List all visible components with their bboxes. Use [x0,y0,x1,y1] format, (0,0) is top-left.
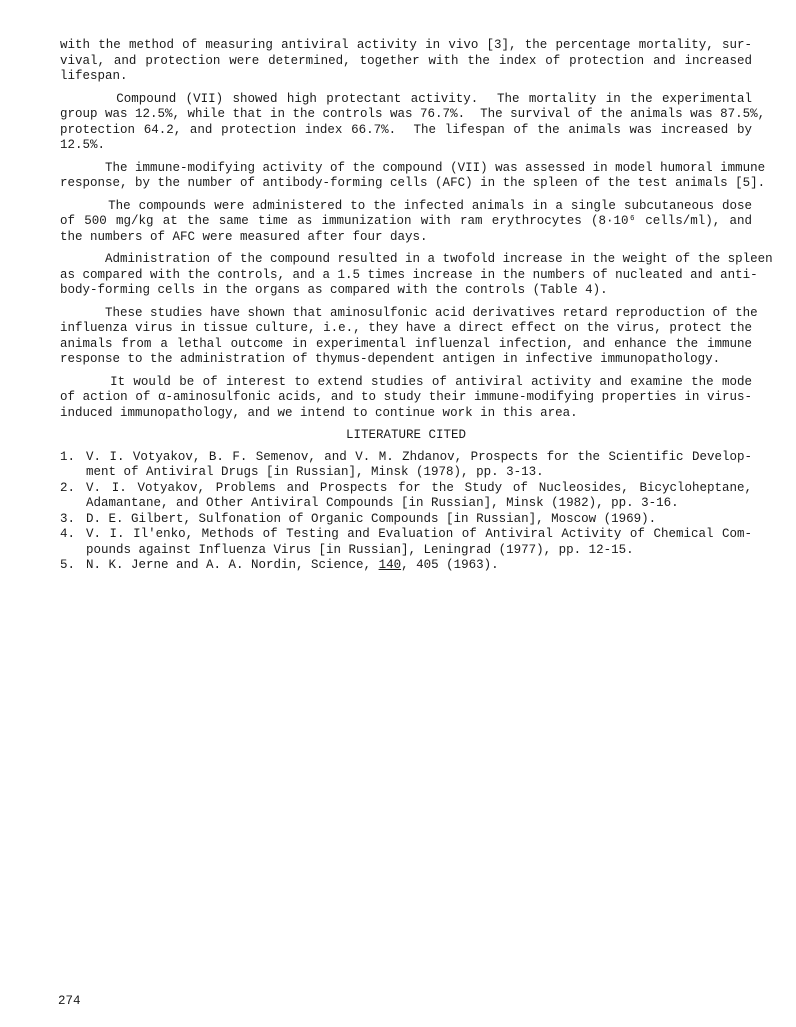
page-number: 274 [58,994,81,1008]
paragraph-4 [60,199,752,246]
text-line: group was 12.5%, while that in the controls was 76.7%. The survival of the animals was 87.5%, [60,107,766,121]
reference-item [60,512,752,528]
literature-cited-heading: LITERATURE CITED [345,428,467,442]
reference-text [86,450,752,481]
text-line: 12.5%. [60,138,106,152]
reference-number: 1. [60,449,76,464]
reference-number: 5. [60,558,76,572]
reference-text [86,558,752,574]
reference-text [86,512,752,528]
reference-item [60,527,752,558]
reference-item [60,450,752,481]
text-line: Administration of the compound resulted in a twofold increase in the weight of the spleen [60,252,773,266]
paragraph-3 [60,160,766,192]
text-line: protection 64.2, and protection index 66.7%. The lifespan of the animals was increased by [60,122,752,137]
reference-volume: 140 [378,558,402,572]
reference-text [86,481,752,512]
text-line: response, by the number of antibody-forming cells (AFC) in the spleen of the test animals [5]. [60,176,766,190]
text-line: body-forming cells in the organs as compared with the controls (Table 4). [60,283,608,297]
reference-pages-year: , 405 (1963). [401,558,499,572]
text-line: of action of α-aminosulfonic acids, and to study their immune-modifying properties in virus- [60,390,752,404]
text-line: Adamantane, and Other Antiviral Compounds [in Russian], Minsk (1982), pp. 3-16. [86,496,679,510]
text-line: animals from a lethal outcome in experimental influenzal infection, and enhance the immune [60,336,752,351]
text-line: as compared with the controls, and a 1.5 times increase in the numbers of nucleated and anti- [60,267,758,282]
text-line: lifespan. [60,69,128,83]
text-line: the numbers of AFC were measured after four days. [60,229,428,244]
text-line: It would be of interest to extend studies of antiviral activity and examine the mode [60,374,752,389]
text-line: of 500 mg/kg at the same time as immunization with ram erythrocytes (8·10⁶ cells/ml), and [60,214,752,228]
text-line: Compound (VII) showed high protectant activity. The mortality in the experimental [60,91,752,106]
text-line: The immune-modifying activity of the compound (VII) was assessed in model humoral immune [60,160,766,175]
reference-number: 2. [60,480,76,495]
text-line: D. E. Gilbert, Sulfonation of Organic Compounds [in Russian], Moscow (1969). [86,511,657,526]
text-line: with the method of measuring antiviral activity in vivo [3], the percentage mortality, sur- [60,38,752,52]
text-line: response to the administration of thymus-dependent antigen in infective immunopathology. [60,352,721,366]
reference-item [60,481,752,512]
text-line: V. I. Votyakov, B. F. Semenov, and V. M. Zhdanov, Prospects for the Scientific Develop- [86,449,752,464]
reference-text [86,527,752,558]
reference-item [60,558,752,574]
text-line: These studies have shown that aminosulfonic acid derivatives retard reproduction of the [60,305,758,320]
reference-number: 4. [60,527,76,541]
document-page [60,38,773,574]
paragraph-2 [60,91,766,154]
reference-number: 3. [60,511,76,526]
paragraph-5 [60,252,773,299]
paragraph-6 [60,305,758,368]
paragraph-7 [60,375,752,422]
text-line: V. I. Votyakov, Problems and Prospects for the Study of Nucleosides, Bicycloheptane, [86,480,752,495]
text-line: vival, and protection were determined, together with the index of protection and increased [60,53,752,68]
text-line: V. I. Il'enko, Methods of Testing and Evaluation of Antiviral Activity of Chemical Com- [86,527,752,541]
text-line: pounds against Influenza Virus [in Russian], Leningrad (1977), pp. 12-15. [86,542,634,557]
reference-authors-journal: N. K. Jerne and A. A. Nordin, Science, [86,558,379,572]
reference-list [60,450,752,574]
paragraph-1 [60,38,752,85]
text-line: ment of Antiviral Drugs [in Russian], Minsk (1978), pp. 3-13. [86,465,544,479]
text-line: induced immunopathology, and we intend to continue work in this area. [60,405,578,420]
text-line: influenza virus in tissue culture, i.e., they have a direct effect on the virus, protect the [60,321,752,335]
text-line: The compounds were administered to the infected animals in a single subcutaneous dose [60,198,752,213]
